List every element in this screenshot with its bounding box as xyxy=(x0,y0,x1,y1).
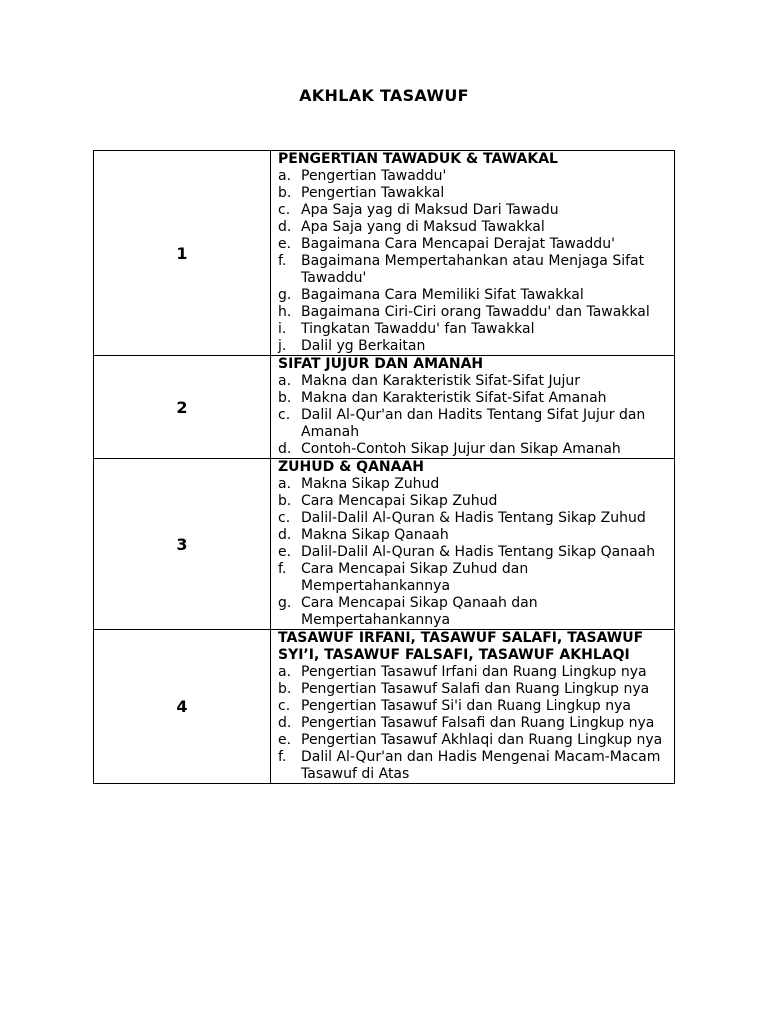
item-text: Pengertian Tasawuf Si'i dan Ruang Lingkup nya xyxy=(301,698,631,714)
item-text: Pengertian Tawaddu' xyxy=(301,168,447,184)
list-item xyxy=(278,373,668,390)
item-marker: j. xyxy=(278,338,287,354)
item-marker: b. xyxy=(278,681,292,697)
item-text: Bagaimana Cara Memiliki Sifat Tawakkal xyxy=(301,287,584,303)
item-marker: c. xyxy=(278,698,291,714)
table-row xyxy=(94,459,675,630)
item-text: Tingkatan Tawaddu' fan Tawakkal xyxy=(301,321,535,337)
list-item xyxy=(278,202,668,219)
list-item xyxy=(278,236,668,253)
item-marker: b. xyxy=(278,390,292,406)
topic-heading: ZUHUD & QANAAH xyxy=(278,459,425,475)
list-item xyxy=(278,749,668,783)
list-item xyxy=(278,185,668,202)
topic-cell xyxy=(271,630,675,784)
item-marker: a. xyxy=(278,373,292,389)
list-item xyxy=(278,390,668,407)
topic-cell xyxy=(271,151,675,356)
list-item xyxy=(278,493,668,510)
item-text: Makna Sikap Zuhud xyxy=(301,476,440,492)
list-item xyxy=(278,219,668,236)
item-marker: a. xyxy=(278,476,292,492)
list-item xyxy=(278,168,668,185)
item-text: Cara Mencapai Sikap Qanaah dan Mempertahankannya xyxy=(301,595,538,628)
item-text: Contoh-Contoh Sikap Jujur dan Sikap Amanah xyxy=(301,441,621,457)
item-marker: g. xyxy=(278,287,292,303)
item-text: Dalil yg Berkaitan xyxy=(301,338,426,354)
item-text: Bagaimana Cara Mencapai Derajat Tawaddu' xyxy=(301,236,615,252)
list-item xyxy=(278,304,668,321)
item-text: Makna dan Karakteristik Sifat-Sifat Amanah xyxy=(301,390,607,406)
topic-heading: PENGERTIAN TAWADUK & TAWAKAL xyxy=(278,151,558,167)
item-marker: b. xyxy=(278,493,292,509)
item-text: Makna Sikap Qanaah xyxy=(301,527,449,543)
item-marker: b. xyxy=(278,185,292,201)
item-marker: c. xyxy=(278,407,291,423)
item-marker: d. xyxy=(278,715,292,731)
item-marker: a. xyxy=(278,168,292,184)
subtopic-list xyxy=(278,373,668,458)
table-row xyxy=(94,151,675,356)
item-text: Pengertian Tasawuf Akhlaqi dan Ruang Lingkup nya xyxy=(301,732,663,748)
item-text: Pengertian Tasawuf Salafi dan Ruang Lingkup nya xyxy=(301,681,650,697)
subtopic-list xyxy=(278,168,668,355)
item-marker: f. xyxy=(278,561,287,577)
item-marker: a. xyxy=(278,664,292,680)
item-text: Pengertian Tawakkal xyxy=(301,185,445,201)
item-marker: d. xyxy=(278,441,292,457)
list-item xyxy=(278,253,668,287)
row-number: 3 xyxy=(94,459,271,630)
list-item xyxy=(278,715,668,732)
topic-heading: SIFAT JUJUR DAN AMANAH xyxy=(278,356,484,372)
item-text: Pengertian Tasawuf Irfani dan Ruang Lingkup nya xyxy=(301,664,647,680)
item-marker: c. xyxy=(278,202,291,218)
item-text: Apa Saja yag di Maksud Dari Tawadu xyxy=(301,202,559,218)
list-item xyxy=(278,407,668,441)
list-item xyxy=(278,732,668,749)
item-marker: h. xyxy=(278,304,292,320)
item-marker: f. xyxy=(278,253,287,269)
row-number: 1 xyxy=(94,151,271,356)
item-text: Bagaimana Ciri-Ciri orang Tawaddu' dan Tawakkal xyxy=(301,304,650,320)
item-text: Dalil Al-Qur'an dan Hadits Tentang Sifat Jujur dan Amanah xyxy=(301,407,646,440)
item-marker: g. xyxy=(278,595,292,611)
item-text: Pengertian Tasawuf Falsafi dan Ruang Lingkup nya xyxy=(301,715,655,731)
subtopic-list xyxy=(278,664,668,783)
item-text: Dalil-Dalil Al-Quran & Hadis Tentang Sikap Qanaah xyxy=(301,544,656,560)
topic-table-body xyxy=(94,151,675,784)
list-item xyxy=(278,441,668,458)
list-item xyxy=(278,321,668,338)
topic-table xyxy=(93,150,675,784)
item-marker: e. xyxy=(278,732,292,748)
item-marker: d. xyxy=(278,527,292,543)
topic-cell xyxy=(271,356,675,459)
list-item xyxy=(278,527,668,544)
row-number: 4 xyxy=(94,630,271,784)
item-marker: i. xyxy=(278,321,287,337)
list-item xyxy=(278,681,668,698)
list-item xyxy=(278,664,668,681)
item-text: Makna dan Karakteristik Sifat-Sifat Jujur xyxy=(301,373,580,389)
list-item xyxy=(278,338,668,355)
topic-cell xyxy=(271,459,675,630)
list-item xyxy=(278,287,668,304)
item-marker: d. xyxy=(278,219,292,235)
list-item xyxy=(278,510,668,527)
item-text: Bagaimana Mempertahankan atau Menjaga Sifat Tawaddu' xyxy=(301,253,645,286)
list-item xyxy=(278,595,668,629)
item-text: Dalil-Dalil Al-Quran & Hadis Tentang Sikap Zuhud xyxy=(301,510,646,526)
table-row xyxy=(94,356,675,459)
topic-heading: TASAWUF IRFANI, TASAWUF SALAFI, TASAWUF SYI’I, TASAWUF FALSAFI, TASAWUF AKHLAQI xyxy=(278,630,644,663)
item-marker: e. xyxy=(278,236,292,252)
list-item xyxy=(278,561,668,595)
item-marker: f. xyxy=(278,749,287,765)
list-item xyxy=(278,698,668,715)
item-text: Apa Saja yang di Maksud Tawakkal xyxy=(301,219,545,235)
item-text: Cara Mencapai Sikap Zuhud dan Mempertahankannya xyxy=(301,561,529,594)
item-marker: c. xyxy=(278,510,291,526)
list-item xyxy=(278,544,668,561)
list-item xyxy=(278,476,668,493)
subtopic-list xyxy=(278,476,668,629)
item-text: Dalil Al-Qur'an dan Hadis Mengenai Macam-Macam Tasawuf di Atas xyxy=(301,749,661,782)
item-marker: e. xyxy=(278,544,292,560)
row-number: 2 xyxy=(94,356,271,459)
document-title: AKHLAK TASAWUF xyxy=(299,86,469,105)
item-text: Cara Mencapai Sikap Zuhud xyxy=(301,493,498,509)
table-row xyxy=(94,630,675,784)
